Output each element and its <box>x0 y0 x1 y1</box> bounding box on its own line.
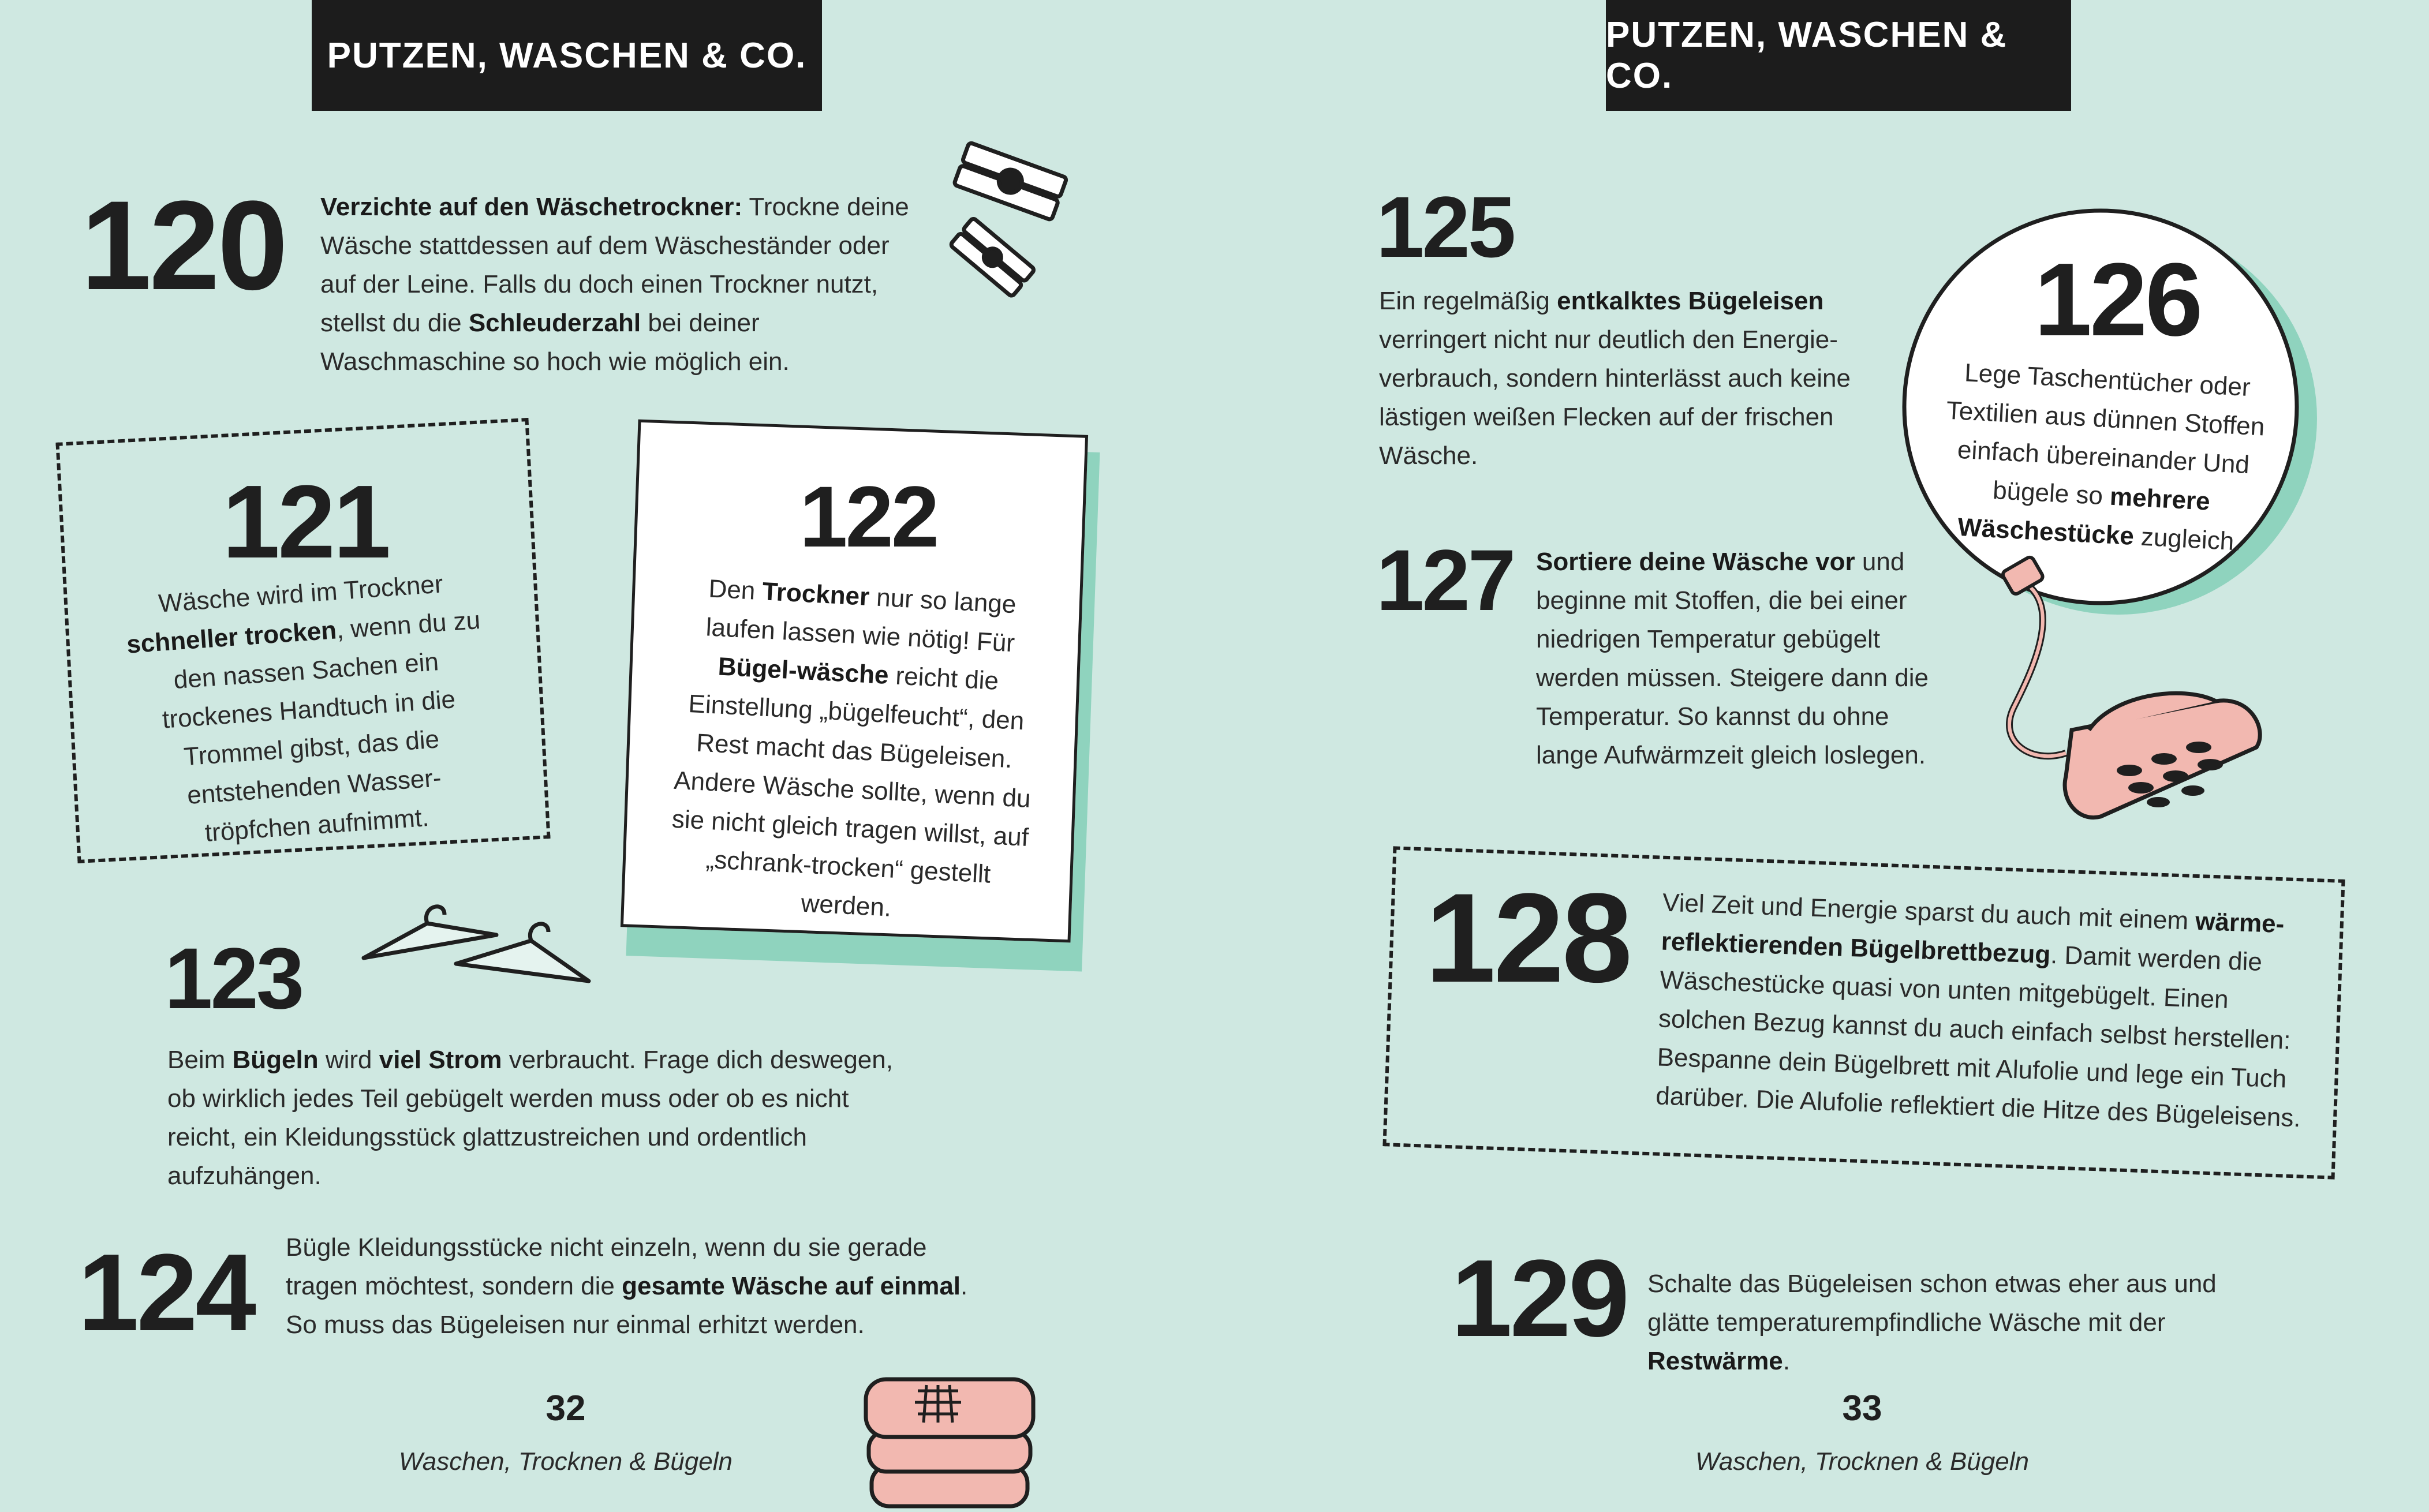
towel-stack-icon <box>860 1356 1045 1512</box>
tip-text: Schalte das Bügeleisen schon etwas eher aus und glätte temperaturempfindliche Wäsche mit der Restwärme. <box>1647 1270 2217 1375</box>
tip-text: Ein regelmäßig entkalktes Bügeleisen verringert nicht nur deutlich den Energie-verbrauch, sondern hinterlässt auch keine lästigen weißen Flecken auf der frischen Wäsche. <box>1379 287 1851 470</box>
right-page <box>1214 0 2429 1512</box>
hanger-icon <box>358 889 600 1004</box>
page-number: 33 <box>1842 1389 1882 1428</box>
tip-number: 129 <box>1451 1237 1628 1360</box>
page-number: 32 <box>545 1389 586 1428</box>
tip-number: 122 <box>799 468 937 565</box>
iron-icon <box>1997 557 2285 834</box>
tip-text: Viel Zeit und Energie sparst du auch mit einem wärme-reflektierenden Bügelbrettbezug. Damit werden die Wäschestücke quasi von unten mitgebügelt. Einen solchen Bezug kannst du auch einfach selbst herstellen: Bespanne dein Bügelbrett mit Alufolie und lege ein Tuch darüber. Die Alufolie reflektiert die Hitze des Bügeleisens. <box>1655 888 2301 1133</box>
tip-number: 121 <box>222 464 389 580</box>
footer-title: Waschen, Trocknen & Bügeln <box>398 1447 733 1476</box>
tip-text: Wäsche wird im Trockner schneller trocken, wenn du zu den nassen Sachen ein trockenes Handtuch in die Trommel gibst, das die entstehenden Wasser-tröpfchen aufnimmt. <box>125 570 481 848</box>
tip-number: 125 <box>1376 178 1514 275</box>
tip-text: Beim Bügeln wird viel Strom verbraucht. Frage dich deswegen, ob wirklich jedes Teil gebügelt werden muss oder ob es nicht reicht, ein Kleidungsstück glattzustreichen und ordentlich aufzuhängen. <box>167 1046 893 1190</box>
tip-number: 120 <box>81 174 286 316</box>
footer-title: Waschen, Trocknen & Bügeln <box>1695 1447 2029 1476</box>
tip-text: Verzichte auf den Wäschetrockner: Trockne deine Wäsche stattdessen auf dem Wäscheständer oder auf der Leine. Falls du doch einen Trockner nutzt, stellst du die Schleuderzahl bei deiner Waschmaschine so hoch wie möglich ein. <box>320 193 909 376</box>
tip-text: Lege Taschentücher oder Textilien aus dünnen Stoffen einfach übereinander Und bügele so mehrere Wäschestücke zugleich. <box>1945 358 2266 556</box>
tip-text: Den Trockner nur so lange laufen lassen wie nötig! Für Bügel-wäsche reicht die Einstellung „bügelfeucht“, den Rest macht das Bügeleisen. Andere Wäsche sollte, wenn du sie nicht gleich tragen willst, auf „schrank-trocken“ gestellt werden. <box>671 574 1032 922</box>
tip-text: Bügle Kleidungsstücke nicht einzeln, wenn du sie gerade tragen möchtest, sondern die gesamte Wäsche auf einmal. So muss das Bügeleisen nur einmal erhitzt werden. <box>286 1233 968 1339</box>
tip-number: 123 <box>165 930 302 1027</box>
section-header: PUTZEN, WASCHEN & CO. <box>1606 0 2071 111</box>
section-header: PUTZEN, WASCHEN & CO. <box>312 0 822 111</box>
tip-number: 126 <box>2034 242 2201 358</box>
tip-number: 124 <box>78 1232 255 1354</box>
left-page <box>0 0 1214 1512</box>
tip-text: Sortiere deine Wäsche vor und beginne mit Stoffen, die bei einer niedrigen Temperatur gebügelt werden müssen. Steigere dann die Temperatur. So kannst du ohne lange Aufwärmzeit gleich loslegen. <box>1536 548 1929 769</box>
tip-number: 127 <box>1376 532 1514 628</box>
clothespin-icon <box>947 147 1074 309</box>
tip-number: 128 <box>1425 867 1631 1009</box>
